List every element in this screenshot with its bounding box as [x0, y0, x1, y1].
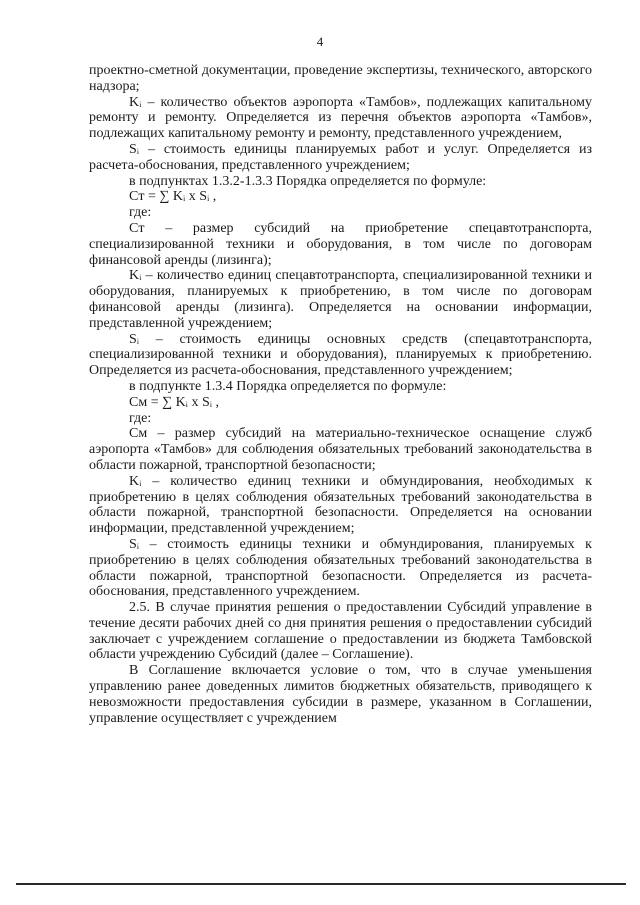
paragraph: Sᵢ – стоимость единицы техники и обмундирования, планируемых к приобретению в целях соблюдения обязательных требований законодательства в области пожарной, транспортной безопасности. Определяется из расчета-обоснования, представленного учреждением. [89, 536, 592, 600]
paragraph: проектно-сметной документации, проведение экспертизы, технического, авторского надзора; [89, 63, 592, 94]
formula-where: где: [129, 205, 152, 221]
paragraph: в подпункте 1.3.4 Порядка определяется по формуле: [129, 378, 447, 394]
footer-rule [16, 883, 626, 885]
formula-where: где: [129, 410, 152, 426]
paragraph: в подпунктах 1.3.2-1.3.3 Порядка определяется по формуле: [129, 173, 487, 189]
page-number: 4 [316, 34, 324, 49]
paragraph: Sᵢ – стоимость единицы планируемых работ и услуг. Определяется из расчета-обоснования, представленного учреждением; [89, 141, 592, 173]
paragraph: Sᵢ – стоимость единицы основных средств (спецавтотранспорта, специализированной техники и оборудования), планируемых к приобретению. Определяется из расчета-обоснования, представленного учреждением; [89, 331, 592, 379]
formula: Cт = ∑ Kᵢ x Sᵢ , [129, 189, 217, 205]
paragraph: 2.5. В случае принятия решения о предоставлении Субсидий управление в течение десяти рабочих дней со дня принятия решения о предоставлении субсидий заключает с учреждением соглашение о предоставлении из бюджета Тамбовской области учреждению Субсидий (далее – Соглашение). [89, 600, 592, 663]
paragraph: Cт – размер субсидий на приобретение спецавтотранспорта, специализированной техники и оборудования, в том числе по договорам финансовой аренды (лизинга); [89, 220, 592, 268]
formula: Cм = ∑ Kᵢ x Sᵢ , [129, 394, 220, 410]
document-body [89, 63, 592, 726]
paragraph: Kᵢ – количество единиц техники и обмундирования, необходимых к приобретению в целях соблюдения обязательных требований законодательства в области пожарной, транспортной безопасности. Определяется на основании информации, представленной учреждением; [89, 473, 592, 537]
paragraph: Kᵢ – количество единиц спецавтотранспорта, специализированной техники и оборудования, планируемых к приобретению, в том числе по договорам финансовой аренды (лизинга). Определяется на основании информации, представленной учреждением; [89, 268, 592, 331]
paragraph: Cм – размер субсидий на материально-техническое оснащение служб аэропорта «Тамбов» для соблюдения обязательных требований законодательства в области пожарной, транспортной безопасности; [89, 426, 592, 473]
paragraph: Kᵢ – количество объектов аэропорта «Тамбов», подлежащих капитальному ремонту и ремонту. Определяется из перечня объектов аэропорта «Тамбов», подлежащих капитальному ремонту и ремонту, представленного учреждением, [89, 94, 592, 142]
paragraph: В Соглашение включается условие о том, что в случае уменьшения управлению ранее доведенных лимитов бюджетных обязательств, приводящего к невозможности предоставления субсидии в размере, указанном в Соглашении, управление осуществляет с учреждением [89, 663, 592, 726]
